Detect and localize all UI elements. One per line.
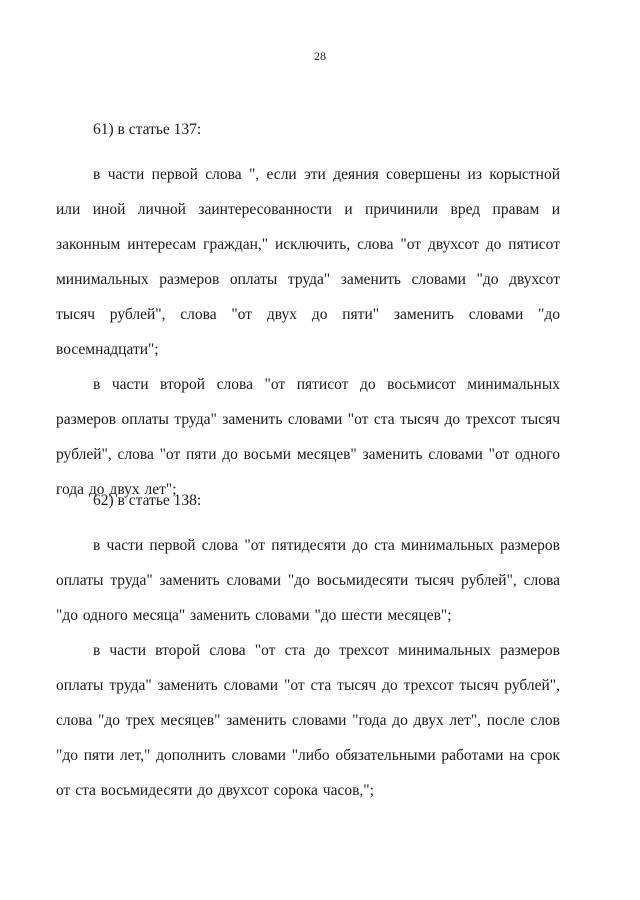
section-heading: 62) в статье 138: bbox=[93, 492, 202, 509]
paragraph: в части второй слова "от ста до трехсот минимальных размеров оплаты труда" заменить словами "от ста тысяч до трехсот тысяч рублей", слова "до трех месяцев" заменить словами "года до двух лет", после слов "до пяти лет," дополнить словами "либо обязательными работами на срок от ста восьмидесяти до двухсот сорока часов,"; bbox=[56, 642, 560, 799]
page-number: 28 bbox=[314, 49, 326, 63]
section-article-138 bbox=[56, 483, 560, 808]
paragraph: в части первой слова ", если эти деяния совершены из корыстной или иной личной заинтересованности и причинили вред правам и законным интересам граждан," исключить, слова "от двухсот до пятисот минимальных размеров оплаты труда" заменить словами "до двухсот тысяч рублей", слова "от двух до пяти" заменить словами "до восемнадцати"; bbox=[56, 166, 560, 358]
paragraph: в части первой слова "от пятидесяти до ста минимальных размеров оплаты труда" заменить словами "до восьмидесяти тысяч рублей", слова "до одного месяца" заменить словами "до шести месяцев"; bbox=[56, 537, 560, 624]
section-heading: 61) в статье 137: bbox=[93, 121, 202, 138]
section-article-137 bbox=[56, 112, 560, 507]
paragraph: в части второй слова "от пятисот до восьмисот минимальных размеров оплаты труда" заменить словами "от ста тысяч до трехсот тысяч рублей", слова "от пяти до восьми месяцев" заменить словами "от одного года до двух лет"; bbox=[56, 376, 560, 498]
